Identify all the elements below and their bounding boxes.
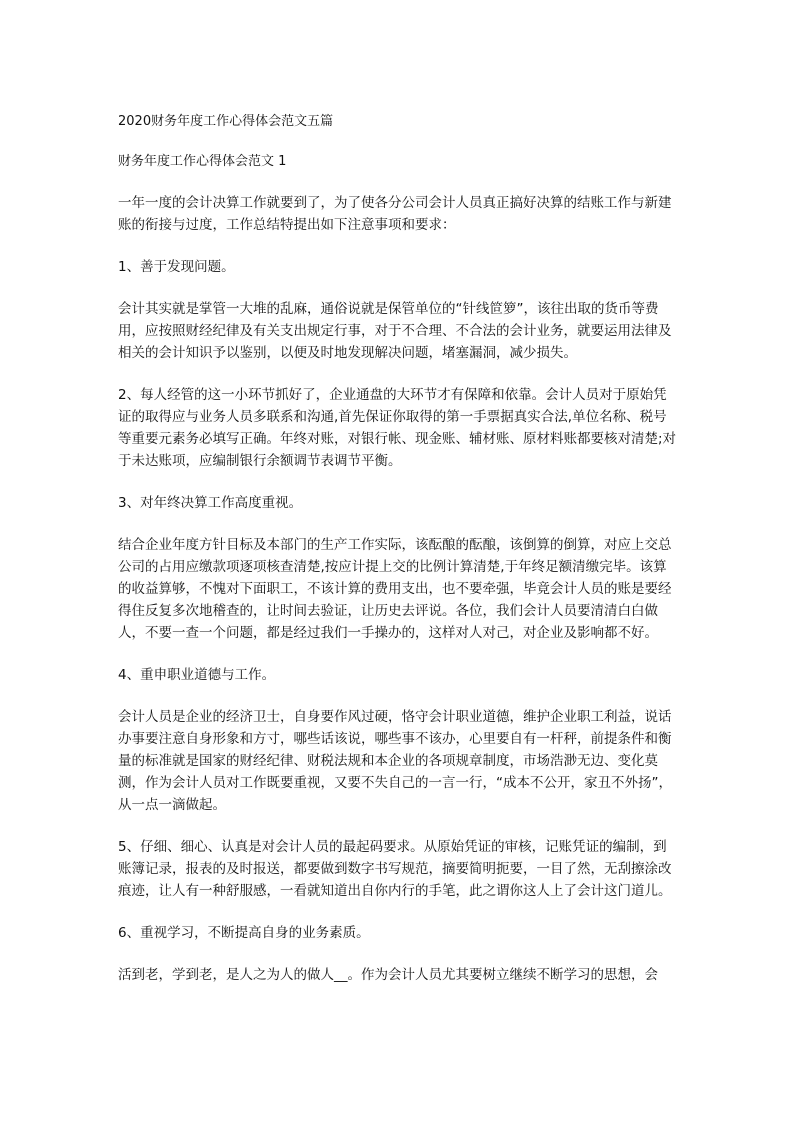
paragraph-point-2: 2、每人经管的这一小环节抓好了，企业通盘的大环节才有保障和依靠。会计人员对于原始凭证的取得应与业务人员多联系和沟通,首先保证你取得的第一手票据真实合法,单位名称、税号等重要元素务必填写正确。年终对账，对银行帐、现金账、辅材账、原材料账都要核对清楚;对于未达账项，应编制银行余额调节表调节平衡。 — [118, 387, 677, 469]
document-title: 2020财务年度工作心得体会范文五篇 — [118, 114, 334, 129]
paragraph-point-5: 5、仔细、细心、认真是对会计人员的最起码要求。从原始凭证的审核，记账凭证的编制，到账簿记录，报表的及时报送，都要做到数字书写规范，摘要简明扼要，一目了然，无刮擦涂改痕迹，让人有一种舒服感，一看就知道出自你内行的手笔，此之谓你这人上了会计这门道儿。 — [118, 839, 672, 899]
paragraph-point-1: 会计其实就是掌管一大堆的乱麻，通俗说就是保管单位的“针线笸箩”，该往出取的货币等费用，应按照财经纪律及有关支出规定行事，对于不合理、不合法的会计业务，就要运用法律及相关的会计知识予以鉴别，以便及时地发现解决问题，堵塞漏洞，减少损失。 — [118, 301, 672, 361]
paragraph-point-3: 结合企业年度方针目标及本部门的生产工作实际，该酝酿的酝酿，该倒算的倒算，对应上交总公司的占用应缴款项逐项核查清楚,按应计提上交的比例计算清楚,于年终足额清缴完毕。该算的收益算够，不愧对下面职工，不该计算的费用支出，也不要牵强，毕竟会计人员的账是要经得住反复多次地稽查的，让时间去验证，让历史去评说。各位，我们会计人员要清清白白做人，不要一查一个问题，都是经过我们一手操办的，这样对人对己，对企业及影响都不好。 — [118, 537, 672, 641]
paragraph-intro: 一年一度的会计决算工作就要到了，为了使各分公司会计人员真正搞好决算的结账工作与新建账的衔接与过度，工作总结特提出如下注意事项和要求： — [118, 195, 672, 233]
point-heading-4: 4、重申职业道德与工作。 — [118, 667, 276, 683]
point-heading-6: 6、重视学习，不断提高自身的业务素质。 — [118, 925, 370, 941]
paragraph-point-6: 活到老，学到老，是人之为人的做人__。作为会计人员尤其要树立继续不断学习的思想，会 — [118, 967, 658, 983]
document-page — [118, 112, 678, 1006]
section-subtitle: 财务年度工作心得体会范文 1 — [118, 154, 287, 169]
point-heading-3: 3、对年终决算工作高度重视。 — [118, 495, 303, 511]
point-heading-1: 1、善于发现问题。 — [118, 259, 235, 275]
paragraph-point-4: 会计人员是企业的经济卫士，自身要作风过硬，恪守会计职业道德，维护企业职工利益，说话办事要注意自身形象和方寸，哪些话该说，哪些事不该办，心里要自有一杆秤，前提条件和衡量的标准就是国家的财经纪律、财税法规和本企业的各项规章制度，市场浩渺无边、变化莫测，作为会计人员对工作既要重视，又要不失自己的一言一行，“成本不公开，家丑不外扬”，从一点一滴做起。 — [118, 709, 672, 813]
